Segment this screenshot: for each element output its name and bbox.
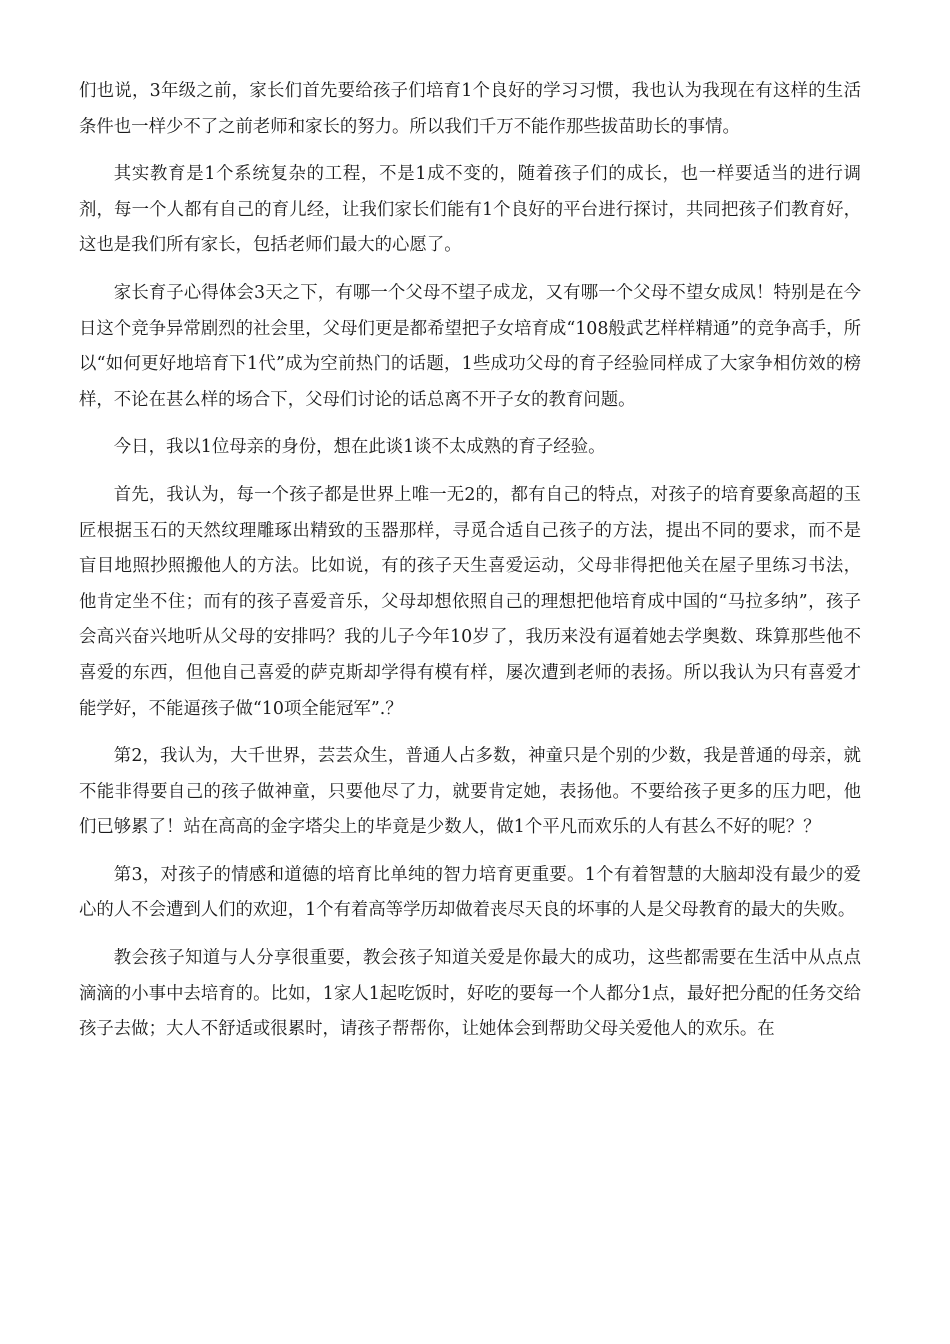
paragraph-7: 第3，对孩子的情感和道德的培育比单纯的智力培育更重要。1个有着智慧的大脑却没有最少的爱心的人不会遭到人们的欢迎，1个有着高等学历却做着丧尽天良的坏事的人是父母教育的最大的失败。	[79, 864, 861, 921]
paragraph-5: 首先，我认为，每一个孩子都是世界上唯一无2的，都有自己的特点，对孩子的培育要象高超的玉匠根据玉石的天然纹理雕琢出精致的玉器那样，寻觅合适自己孩子的方法，提出不同的要求，而不是盲目地照抄照搬他人的方法。比如说，有的孩子天生喜爱运动，父母非得把他关在屋子里练习书法，他肯定坐不住；而有的孩子喜爱音乐，父母却想依照自己的理想把他培育成中国的“马拉多纳”，孩子会高兴奋兴地听从父母的安排吗？我的儿子今年10岁了，我历来没有逼着她去学奥数、珠算那些他不喜爱的东西，但他自己喜爱的萨克斯却学得有模有样，屡次遭到老师的表扬。所以我认为只有喜爱才能学好，不能逼孩子做“10项全能冠军”.？	[79, 484, 861, 719]
paragraph-3: 家长育子心得体会3天之下，有哪一个父母不望子成龙，又有哪一个父母不望女成凤！特别是在今日这个竞争异常剧烈的社会里，父母们更是都希望把子女培育成“108般武艺样样精通”的竞争高手，所以“如何更好地培育下1代”成为空前热门的话题，1些成功父母的育子经验同样成了大家争相仿效的榜样，不论在甚么样的场合下，父母们讨论的话总离不开子女的教育问题。	[79, 282, 861, 410]
paragraph-6: 第2，我认为，大千世界，芸芸众生，普通人占多数，神童只是个别的少数，我是普通的母亲，就不能非得要自己的孩子做神童，只要他尽了力，就要肯定她，表扬他。不要给孩子更多的压力吧，他们已够累了！站在高高的金字塔尖上的毕竟是少数人，做1个平凡而欢乐的人有甚么不好的呢？？	[79, 746, 861, 838]
paragraph-2: 其实教育是1个系统复杂的工程，不是1成不变的，随着孩子们的成长，也一样要适当的进行调剂，每一个人都有自己的育儿经，让我们家长们能有1个良好的平台进行探讨，共同把孩子们教育好，这也是我们所有家长，包括老师们最大的心愿了。	[79, 164, 861, 256]
paragraph-8: 教会孩子知道与人分享很重要，教会孩子知道关爱是你最大的成功，这些都需要在生活中从点点滴滴的小事中去培育的。比如，1家人1起吃饭时，好吃的要每一个人都分1点，最好把分配的任务交给孩子去做；大人不舒适或很累时，请孩子帮帮你，让她体会到帮助父母关爱他人的欢乐。在	[79, 948, 861, 1040]
document-page	[79, 74, 861, 1060]
paragraph-4: 今日，我以1位母亲的身份，想在此谈1谈不太成熟的育子经验。	[113, 437, 606, 458]
paragraph-1: 们也说，3年级之前，家长们首先要给孩子们培育1个良好的学习习惯，我也认为我现在有这样的生活条件也一样少不了之前老师和家长的努力。所以我们千万不能作那些拔苗助长的事情。	[79, 81, 861, 137]
